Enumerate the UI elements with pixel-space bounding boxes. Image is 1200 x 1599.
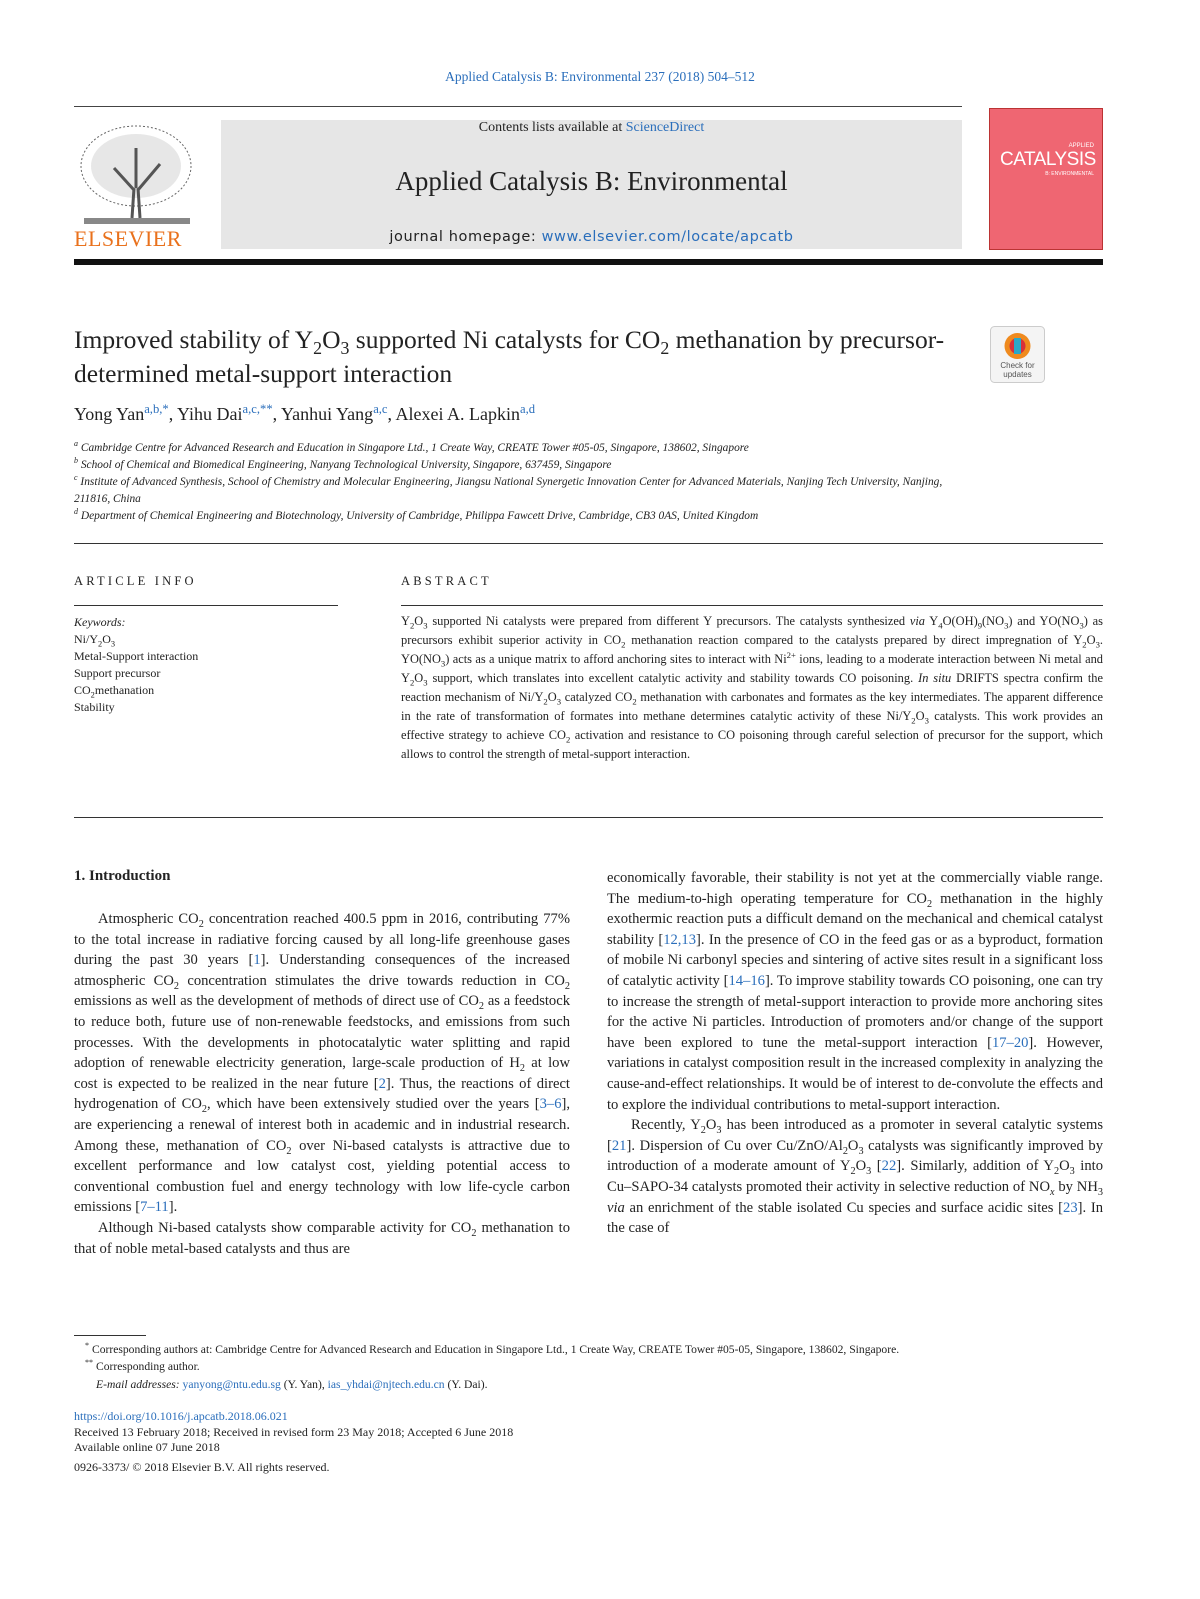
author[interactable]: Yong Yan xyxy=(74,404,145,424)
homepage-link[interactable]: www.elsevier.com/locate/apcatb xyxy=(541,229,794,245)
paragraph: economically favorable, their stability is not yet at the commercially viable range. The medium-to-high operating temperature for $CO_2$ methanation in the highly exothermic reaction puts a difficult demand on the mechanical and chemical catalyst stability [12,13]. In the presence of CO in the feed gas or as a byproduct, formation of mobile Ni carbonyl species and sintering of active sites result in a significant loss of catalytic activity [14–16]. To improve stability towards CO poisoning, one can try to increase the strength of metal-support interaction to provide more anchoring sites for the active Ni particles. Introduction of promoters and/or change of the support have been explored to tune the metal-support interaction [17–20]. However, variations in catalyst composition result in the increased complexity in analyzing the cause-and-effect relationships. It would be of interest to de-convolute the effects and to explore the individual contributions to metal-support interaction. xyxy=(607,870,1103,1113)
divider xyxy=(401,605,1103,606)
header-divider xyxy=(74,106,962,107)
section-heading: 1. Introduction xyxy=(74,868,171,884)
keywords-block xyxy=(74,614,198,716)
cover-small-bottom: B: ENVIRONMENTAL xyxy=(1045,171,1094,177)
footnote: * Corresponding authors at: Cambridge Centre for Advanced Research and Education in Singapore Ltd., 1 Create Way, CREATE Tower #05-05, Singapore, 138602, Singapore. xyxy=(85,1341,900,1356)
doi-link[interactable]: https://doi.org/10.1016/j.apcatb.2018.06.021 xyxy=(74,1409,288,1423)
check-for-updates-badge[interactable] xyxy=(990,326,1045,383)
journal-reference[interactable]: Applied Catalysis B: Environmental 237 (2018) 504–512 xyxy=(445,69,755,84)
sciencedirect-link[interactable]: ScienceDirect xyxy=(625,120,705,135)
keyword: $CO_2methanation$ xyxy=(74,683,155,700)
footnote: ** Corresponding author. xyxy=(85,1358,200,1373)
divider xyxy=(74,817,1103,818)
body-column-right xyxy=(607,868,1103,1239)
author[interactable]: Yanhui Yang xyxy=(280,404,374,424)
journal-cover[interactable] xyxy=(989,108,1103,250)
abstract-text: $Y_2O_3$ supported Ni catalysts were prepared from different Y precursors. The catalysts synthesized via $Y_4O(OH)_9(NO_3)$ and $YO(NO_3)$ as precursors exhibit superior activity in $CO_2$ methanation reaction compared to the catalysts prepared by direct impregnation of $Y_2O_3$. $YO(NO_3)$ acts as a unique matrix to afford anchoring sites to interact with $Ni^{2+}$ ions, leading to a moderate interaction between Ni metal and $Y_2O_3$ support, which translates into excellent catalytic activity and stability towards CO poisoning. In situ DRIFTS spectra confirm the reaction mechanism of $Ni/Y_2O_3$ catalyzed $CO_2$ methanation with carbonates and formates as the key intermediates. The apparent difference in the rate of transformation of formates into methane determines catalytic activity of these $Ni/Y_2O_3$ catalysts. This work provides an effective strategy to achieve $CO_2$ activation and resistance to CO poisoning through careful selection of precursor for the support, which allows to control the strength of metal-support interaction. xyxy=(401,614,1104,761)
author-list: Yong Yan$^{a,b,*}$, Yihu Dai$^{a,c,**}$, Yanhui Yang$^{a,c}$, Alexei A. Lapkin$^{a,d}$ xyxy=(74,402,536,424)
author[interactable]: Yihu Dai xyxy=(177,404,243,424)
keyword: $Ni/Y_2O_3$ xyxy=(74,632,116,649)
divider xyxy=(74,543,1103,544)
elsevier-wordmark: ELSEVIER xyxy=(74,226,182,251)
affiliation: $^a$ Cambridge Centre for Advanced Research and Education in Singapore Ltd., 1 Create Way, CREATE Tower #05-05, Singapore, 138602, Singapore xyxy=(74,439,749,454)
journal-homepage: journal homepage: www.elsevier.com/locate/apcatb xyxy=(389,229,794,245)
body-column-left xyxy=(74,909,570,1259)
journal-banner xyxy=(221,120,962,249)
journal-title: Applied Catalysis B: Environmental xyxy=(395,166,788,196)
cover-title: CATALYSIS xyxy=(1000,149,1096,170)
article-info-heading: ARTICLE INFO xyxy=(74,574,197,588)
author[interactable]: Alexei A. Lapkin xyxy=(395,404,521,424)
header-thick-rule xyxy=(74,259,1103,265)
abstract-heading: ABSTRACT xyxy=(401,574,492,588)
crossmark-label: Check for updates xyxy=(1000,361,1035,379)
affiliation: $^d$ Department of Chemical Engineering and Biotechnology, University of Cambridge, Philippa Fawcett Drive, Cambridge, CB3 0AS, United Kingdom xyxy=(74,507,759,522)
cover-small-top: APPLIED xyxy=(1068,143,1094,149)
affiliation: $^b$ School of Chemical and Biomedical Engineering, Nanyang Technological University, Singapore, 637459, Singapore xyxy=(74,456,612,471)
article-title: Improved stability of $Y_2O_3$ supported Ni catalysts for $CO_2$ methanation by precursor-determined metal-support interaction xyxy=(74,325,945,388)
keywords-label: Keywords: xyxy=(74,615,126,629)
keyword: Metal-Support interaction xyxy=(74,649,199,663)
corresponding-mark[interactable]: ** xyxy=(260,402,273,416)
footnote-divider xyxy=(74,1335,146,1336)
keyword: Support precursor xyxy=(74,666,161,680)
contents-line: Contents lists available at ScienceDirect xyxy=(478,120,705,135)
elsevier-logo xyxy=(74,118,202,252)
corresponding-mark[interactable]: * xyxy=(162,402,169,416)
copyright: 0926-3373/ © 2018 Elsevier B.V. All rights reserved. xyxy=(74,1460,330,1474)
paragraph: Although Ni-based catalysts show comparable activity for $CO_2$ methanation to that of noble metal-based catalysts and thus are xyxy=(74,1219,570,1257)
received-dates: Received 13 February 2018; Received in revised form 23 May 2018; Accepted 6 June 2018 xyxy=(74,1425,514,1439)
paragraph: Recently, $Y_2O_3$ has been introduced as a promoter in several catalytic systems [21]. Dispersion of Cu over $Cu/ZnO/Al_2O_3$ catalysts was significantly improved by introduction of a moderate amount of $Y_2O_3$ [22]. Similarly, addition of $Y_2O_3$ into Cu–SAPO-34 catalysts promoted their activity in selective reduction of $NO_x$ by $NH_3$ via an enrichment of the stable isolated Cu species and surface acidic sites [23]. In the case of xyxy=(607,1117,1104,1237)
email-link[interactable]: ias_yhdai@njtech.edu.cn xyxy=(327,1378,445,1391)
email-addresses: E-mail addresses: yanyong@ntu.edu.sg (Y. Yan), ias_yhdai@njtech.edu.cn (Y. Dai). xyxy=(96,1378,488,1391)
affiliation: $^c$ Institute of Advanced Synthesis, School of Chemistry and Molecular Engineering, Jiangsu National Synergetic Innovation Center for Advanced Materials, Nanjing Tech University, Nanjing, 211816, China xyxy=(74,473,943,505)
paragraph: Atmospheric $CO_2$ concentration reached 400.5 ppm in 2016, contributing 77% to the total increase in radiative forcing caused by all long-life greenhouse gases during the past 30 years [1]. Understanding consequences of the increased atmospheric $CO_2$ concentration stimulates the drive towards reduction in $CO_2$ emissions as well as the development of methods of direct use of $CO_2$ as a feedstock to reduce both, future use of non-renewable feedstocks, and emissions from such processes. With the developments in photocatalytic water splitting and rapid adoption of renewable electricity generation, large-scale production of $H_2$ at low cost is expected to be realized in the near future [2]. Thus, the reactions of direct hydrogenation of $CO_2$, which have been extensively studied over the years [3–6], are experiencing a renewal of interest both in academic and in industrial research. Among these, methanation of $CO_2$ over Ni-based catalysts is attractive due to excellent performance and low catalyst cost, yielding potential access to conventional combustion fuel and energy technology with low life-cycle carbon emissions [7–11]. xyxy=(74,911,570,1216)
divider xyxy=(74,605,338,606)
available-online: Available online 07 June 2018 xyxy=(74,1440,220,1454)
keyword: Stability xyxy=(74,700,115,714)
email-link[interactable]: yanyong@ntu.edu.sg xyxy=(182,1378,281,1391)
